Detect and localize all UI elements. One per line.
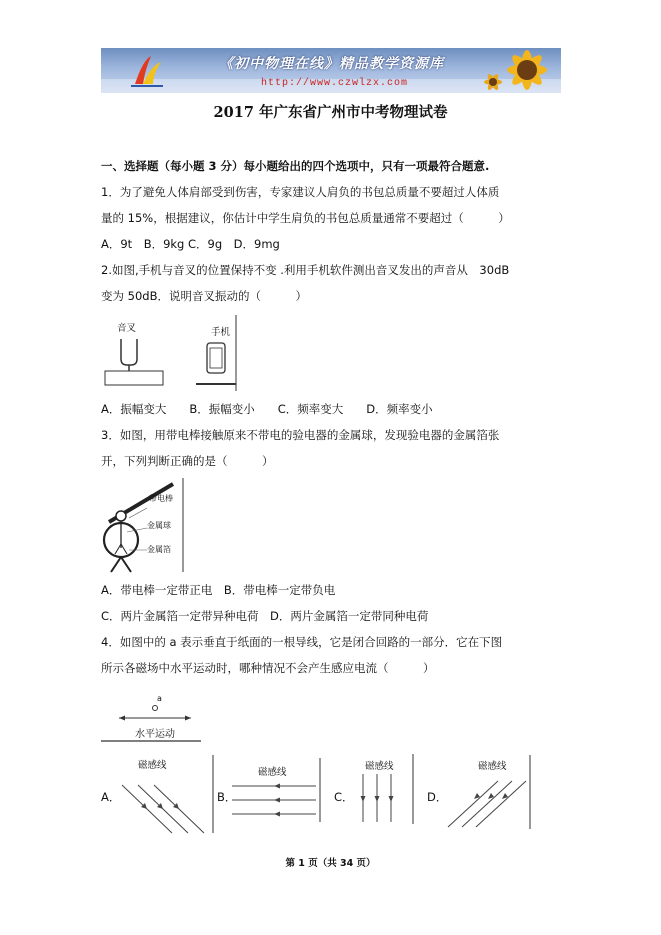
phone-label: 手机 — [211, 327, 231, 338]
q1-options: A．9t B．9kg C．9g D．9mg — [101, 237, 280, 251]
q2-stem-line2: 变为 50dB．说明音叉振动的（ ） — [101, 289, 307, 303]
banner-url: http://www.czwlzx.com — [261, 78, 409, 89]
metal-foil-label: 金属箔 — [147, 545, 171, 554]
q2-figure — [101, 315, 241, 393]
horizontal-motion-label: 水平运动 — [135, 729, 175, 740]
q3-figure — [101, 478, 191, 576]
page-footer: 第 1 页（共 34 页） — [285, 858, 376, 869]
panel-c-field-label: 磁感线 — [365, 761, 394, 772]
site-logo-icon — [129, 54, 165, 88]
q4-stem-line1: 4．如图中的 a 表示垂直于纸面的一根导线，它是闭合回路的一部分．它在下图 — [101, 635, 503, 649]
q4-panel-c — [347, 754, 417, 826]
q4-option-a-label: A． — [101, 790, 121, 804]
q3-options-line2: C．两片金属箔一定带异种电荷 D．两片金属箔一定带同种电荷 — [101, 609, 429, 623]
charged-rod-label: 带电棒 — [149, 494, 173, 503]
panel-b-field-label: 磁感线 — [258, 767, 287, 778]
metal-ball-label: 金属球 — [147, 521, 171, 530]
sunflower-icon — [479, 48, 559, 93]
tuning-fork-label: 音叉 — [117, 323, 137, 334]
q4-stem-line2: 所示各磁场中水平运动时，哪种情况不会产生感应电流（ ） — [101, 661, 435, 675]
q4-panel-a — [116, 755, 216, 835]
q4-option-d-label: D． — [427, 790, 448, 804]
q1-stem-line1: 1．为了避免人体肩部受到伤害，专家建议人肩负的书包总质量不要超过人体质 — [101, 185, 500, 199]
q4-motion-figure — [101, 694, 203, 742]
wire-label: a — [157, 694, 162, 703]
panel-d-field-label: 磁感线 — [478, 761, 507, 772]
document-title: 2017 年广东省广州市中考物理试卷 — [213, 104, 448, 121]
q3-stem-line2: 开，下列判断正确的是（ ） — [101, 454, 274, 468]
q2-stem-line1: 2.如图,手机与音叉的位置保持不变 .利用手机软件测出音叉发出的声音从 30dB — [101, 263, 510, 277]
panel-a-field-label: 磁感线 — [138, 760, 167, 771]
q4-panel-b — [230, 758, 324, 824]
q3-stem-line1: 3．如图，用带电棒接触原来不带电的验电器的金属球，发现验电器的金属箔张 — [101, 428, 500, 442]
q4-option-b-label: B． — [217, 790, 237, 804]
q3-options-line1: A．带电棒一定带正电 B．带电棒一定带负电 — [101, 583, 336, 597]
q2-options: A．振幅变大 B．振幅变小 C．频率变大 D．频率变小 — [101, 402, 433, 416]
section-heading: 一、选择题（每小题 3 分）每小题给出的四个选项中，只有一项最符合题意. — [101, 159, 490, 173]
q4-panel-d — [440, 755, 534, 831]
header-banner — [101, 48, 561, 93]
q1-stem-line2: 量的 15%，根据建议，你估计中学生肩负的书包总质量通常不要超过（ ） — [101, 211, 510, 225]
q4-option-c-label: C． — [334, 790, 354, 804]
banner-title: 《初中物理在线》精品教学资源库 — [219, 56, 444, 72]
